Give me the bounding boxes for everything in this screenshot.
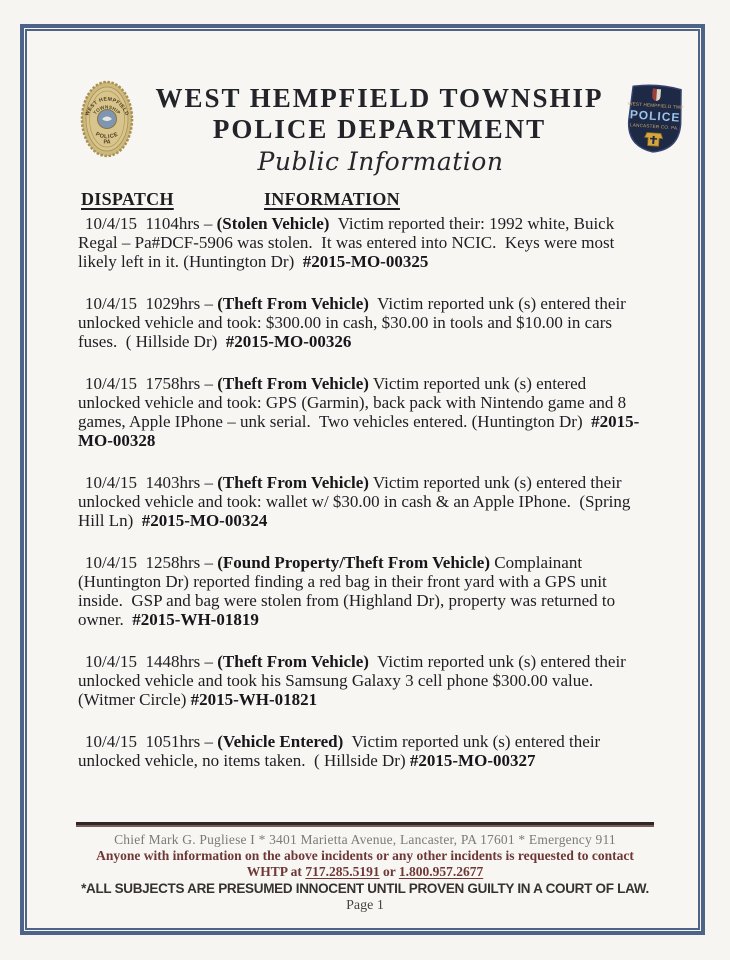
patch-police-text: POLICE (629, 107, 681, 125)
badge-state-text: PA (103, 139, 111, 146)
page-number: Page 1 (346, 898, 384, 913)
incident-datetime: 10/4/15 1051hrs – (85, 732, 218, 751)
footer-disclaimer: *ALL SUBJECTS ARE PRESUMED INNOCENT UNTIL PROVEN GUILTY IN A COURT OF LAW. (81, 881, 649, 896)
police-shoulder-patch-icon (621, 80, 690, 156)
incident-datetime: 10/4/15 1258hrs – (85, 553, 218, 572)
phone-number-local: 717.285.5191 (305, 864, 380, 879)
page-footer (76, 822, 654, 914)
patch-town-text: WEST HEMPFIELD TWP (627, 101, 684, 110)
incident-description: Victim reported unk (s) entered unlocked vehicle and took: GPS (Garmin), back pack with Nintendo game and 8 games, Apple IPhone – unk serial. Two vehicles entered. (Huntington Dr) (78, 374, 631, 431)
incident-type: (Theft From Vehicle) (217, 652, 369, 671)
incident-type: (Theft From Vehicle) (217, 294, 369, 313)
incident-description: Victim reported unk (s) entered their unlocked vehicle, no items taken. ( Hillside Dr) (78, 732, 605, 770)
incident-description: Victim reported unk (s) entered their unlocked vehicle and took his Samsung Galaxy 3 cell phone $300.00 value. (Witmer Circle) (78, 652, 631, 709)
incident-type: (Theft From Vehicle) (217, 374, 369, 393)
badge-arc-text: WEST HEMPFIELD (84, 96, 130, 117)
incident-datetime: 10/4/15 1104hrs – (85, 214, 217, 233)
incident-type: (Theft From Vehicle) (217, 473, 369, 492)
badge-township-text: TOWNSHIP (92, 104, 122, 116)
patch-county-text: LANCASTER CO. PA. (629, 122, 679, 131)
incident-datetime: 10/4/15 1403hrs – (85, 473, 218, 492)
footer-phone-separator: or (379, 864, 399, 879)
incident-entry (78, 214, 652, 271)
incident-description: Victim reported unk (s) entered their unlocked vehicle and took: wallet w/ $30.00 in cash & an Apple IPhone. (Spring Hill Ln) (78, 473, 635, 530)
incident-case-number: #2015-WH-01821 (190, 690, 318, 709)
incident-datetime: 10/4/15 1029hrs – (85, 294, 218, 313)
footer-request-line: Anyone with information on the above incidents or any other incidents is requested to contact (96, 848, 634, 863)
phone-number-tollfree: 1.800.957.2677 (398, 864, 484, 879)
incident-entry (78, 553, 652, 629)
incident-type: (Found Property/Theft From Vehicle) (217, 553, 490, 572)
incident-case-number: #2015-MO-00327 (409, 751, 536, 770)
incident-case-number: #2015-MO-00326 (225, 332, 352, 351)
footer-phone-line (76, 864, 654, 880)
incident-description: Victim reported unk (s) entered their unlocked vehicle and took: $300.00 in cash, $30.00 in tools and $10.00 in cars fuses. ( Hillside Dr) (78, 294, 631, 351)
incident-type: (Stolen Vehicle) (216, 214, 330, 233)
incident-datetime: 10/4/15 1758hrs – (85, 374, 218, 393)
document-title-line1: WEST HEMPFIELD TOWNSHIP (155, 83, 604, 113)
incident-list (78, 214, 652, 793)
incident-datetime: 10/4/15 1448hrs – (85, 652, 218, 671)
column-header-dispatch: DISPATCH (81, 189, 174, 209)
incident-entry (78, 473, 652, 530)
incident-description: Complainant (Huntington Dr) reported finding a red bag in their front yard with a GPS unit inside. GSP and bag were stolen from (Highland Dr), property was returned to owner. (78, 553, 620, 629)
incident-entry (78, 652, 652, 709)
document-subtitle: Public Information (257, 147, 504, 176)
incident-entry (78, 294, 652, 351)
incident-case-number: #2015-MO-00324 (141, 511, 268, 530)
incident-case-number: #2015-MO-00325 (302, 252, 429, 271)
footer-contact-line: Chief Mark G. Pugliese I * 3401 Marietta Avenue, Lancaster, PA 17601 * Emergency 911 (114, 832, 616, 847)
badge-police-text: POLICE (94, 131, 120, 141)
footer-divider (76, 822, 654, 827)
incident-description: Victim reported their: 1992 white, Buick Regal – Pa#DCF-5906 was stolen. It was entered into NCIC. Keys were most likely left in it. (Huntington Dr) (78, 214, 619, 271)
incident-entry (78, 374, 652, 450)
page-border-frame (20, 24, 705, 935)
column-header-information: INFORMATION (264, 189, 400, 209)
incident-entry (78, 732, 652, 770)
incident-case-number: #2015-WH-01819 (132, 610, 259, 629)
footer-phone-prefix: WHTP at (246, 864, 306, 879)
incident-type: (Vehicle Entered) (217, 732, 344, 751)
document-title-line2: POLICE DEPARTMENT (212, 114, 547, 144)
incident-case-number: #2015-MO-00328 (78, 412, 640, 450)
